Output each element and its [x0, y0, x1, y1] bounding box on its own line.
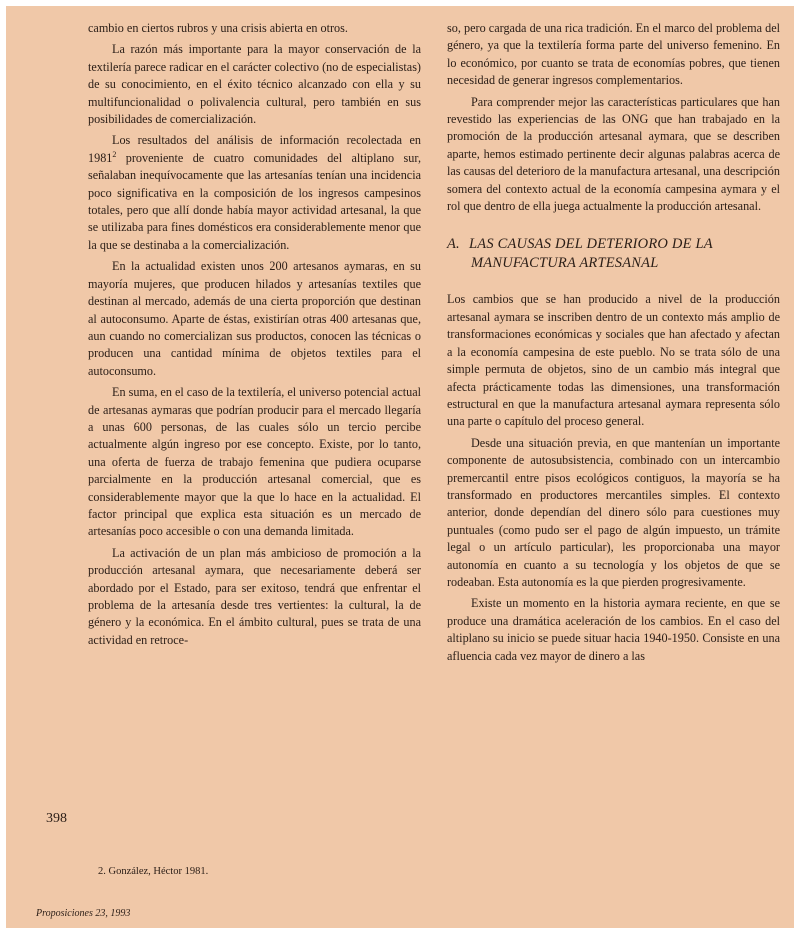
page-number: 398	[46, 811, 67, 826]
left-text-column	[88, 20, 421, 653]
paragraph: cambio en ciertos rubros y una crisis abierta en otros.	[88, 21, 348, 35]
footnote: 2. González, Héctor 1981.	[98, 866, 209, 877]
footer-source: Proposiciones 23, 1993	[36, 908, 131, 919]
paragraph: so, pero cargada de una rica tradición. En el marco del problema del género, ya que la textilería forma parte del universo femenino. En lo económico, por cuanto se trata de economías pobres, que tienen necesidad de generar ingresos complementarios.	[447, 21, 780, 88]
section-letter: A.	[447, 236, 460, 253]
paragraph: Los cambios que se han producido a nivel de la producción artesanal aymara se inscriben dentro de un contexto más amplio de transformaciones económicas y sociales que han afectado y afectan a la economía campesina de este pueblo. No se trata sólo de una simple permuta de objetos, sino de un cambio más integral que afecta prácticamente todas las dimensiones, una transformación estructural en que la manufactura artesanal aymara representa sólo una parte o capítulo del proceso general.	[447, 292, 780, 429]
paragraph: En suma, en el caso de la textilería, el universo potencial actual de artesanas aymaras que podrían producir para el mercado llegaría a unas 600 personas, de las cuales sólo un tercio percibe actualmente algún ingreso por ese concepto. Existe, por lo tanto, una oferta de fuerza de trabajo femenina que pudiera ocuparse parcialmente en la producción artesanal comercial, que es considerablemente mayor que la que lo hace en la actualidad. El factor principal que explica esta situación es un mercado de artesanías poco accesible o con una demanda limitada.	[88, 385, 421, 539]
right-text-column	[447, 20, 780, 669]
paragraph	[88, 132, 421, 254]
paragraph: La razón más importante para la mayor conservación de la textilería parece radicar en el carácter colectivo (no de especialistas) de su conocimiento, en el éxito técnico alcanzado con ella y su multifuncionalidad o polivalencia cultural, pero también en sus posibilidades de comercialización.	[88, 42, 421, 127]
paragraph: La activación de un plan más ambicioso de promoción a la producción artesanal aymara, que necesariamente deberá ser abordado por el Estado, para ser exitoso, tendrá que enfrentar el problema de la artesanía desde tres vertientes: la cultural, la de género y la económica. En el ámbito cultural, pues se trata de una actividad en retroce-	[88, 545, 421, 647]
footnote-marker: 2	[112, 149, 117, 159]
paragraph: Existe un momento en la historia aymara reciente, en que se produce una dramática aceleración de los cambios. En el caso del altiplano su inicio se puede situar hacia 1940-1950. Consiste en una afluencia cada vez mayor de dinero a las	[447, 596, 780, 663]
section-heading	[447, 235, 780, 273]
section-title: LAS CAUSAS DEL DETERIORO DE LA MANUFACTURA ARTESANAL	[469, 236, 713, 272]
paragraph-text: Los resultados del análisis de información recolectada en 1981	[88, 133, 421, 165]
paragraph: Para comprender mejor las características particulares que han revestido las experiencias de las ONG que han trabajado en la promoción de la producción artesanal aymara, que se describen aparte, hemos estimado pertinente decir algunas palabras acerca de las causas del deterioro de la manufactura artesanal, una descripción somera del contexto actual de la economía campesina aymara y el rol que dentro de ella juega actualmente la producción artesanal.	[447, 94, 780, 214]
paragraph: En la actualidad existen unos 200 artesanos aymaras, en su mayoría mujeres, que producen hilados y artesanías textiles que destinan al mercado, además de una cierta proporción que destinan al autoconsumo. Aparte de éstas, existirían otras 400 artesanas que, aun cuando no comercializan sus productos, conocen las técnicas o producen una cantidad mínima de objetos textiles para el autoconsumo.	[88, 259, 421, 378]
paragraph-text: proveniente de cuatro comunidades del altiplano sur, señalaban inequívocamente que las artesanías tenían una incidencia poco significativa en la composición de los ingresos campesinos totales, pero que allí donde había mayor actividad artesanal, la que se utilizaba para fines domésticos era considerablemente menor que la que se destinaba a la comercialización.	[88, 150, 421, 252]
paragraph: Desde una situación previa, en que mantenían un importante componente de autosubsistencia, combinado con un intercambio premercantil entre pisos ecológicos contiguos, la mayoría se ha transformado en productores mercantiles simples. El contexto anterior, donde dependían del dinero sólo para cuestiones muy puntuales (como pudo ser el pago de algún impuesto, un trámite legal o un artículo particular), les proporcionaba una mayor autonomía en cuanto a su tecnología y los objetos de que se rodeaban. Esta autonomía es la que pierden progresivamente.	[447, 435, 780, 589]
document-page	[6, 6, 794, 928]
